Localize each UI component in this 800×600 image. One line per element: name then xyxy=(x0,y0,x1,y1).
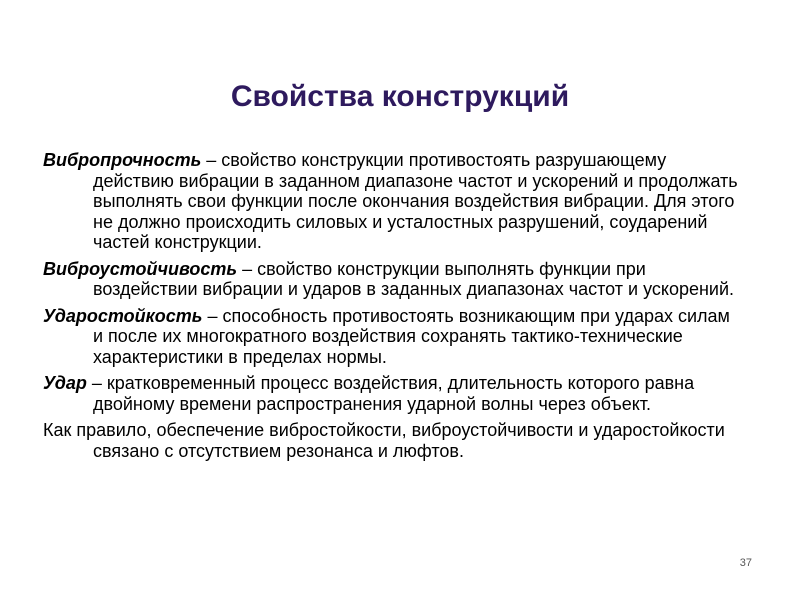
term-shock: Удар xyxy=(43,373,87,393)
definition-vibration-strength xyxy=(43,150,743,253)
definition-text: – способность противостоять возникающим при ударах силам и после их многократного воздействия сохранять тактико-технические характеристики в пределах нормы. xyxy=(93,305,730,367)
slide-title: Свойства конструкций xyxy=(230,80,570,113)
conclusion-paragraph xyxy=(43,420,743,461)
slide-body xyxy=(43,150,743,467)
term-vibration-stability: Виброустойчивость xyxy=(43,258,238,279)
conclusion-text: Как правило, обеспечение вибростойкости, виброустойчивости и ударостойкости связано с отсутствием резонанса и люфтов. xyxy=(43,420,725,461)
page-number: 37 xyxy=(739,557,752,569)
definition-text: – свойство конструкции выполнять функции при воздействии вибрации и ударов в заданных диапазонах частот и ускорений. xyxy=(93,258,735,299)
definition-shock-resistance xyxy=(43,306,743,368)
term-shock-resistance: Ударостойкость xyxy=(43,305,203,326)
term-vibration-strength: Вибропрочность xyxy=(43,150,202,170)
definition-shock xyxy=(43,373,743,414)
definition-vibration-stability xyxy=(43,259,743,300)
definition-text: – кратковременный процесс воздействия, длительность которого равна двойному времени распространения ударной волны через объект. xyxy=(86,373,695,414)
definition-text: – свойство конструкции противостоять разрушающему действию вибрации в заданном диапазоне частот и ускорений и продолжать выполнять свои функции после окончания воздействия вибрации. Для этого не должно происходить силовых и усталостных разрушений, соударений частей конструкции. xyxy=(93,150,738,252)
